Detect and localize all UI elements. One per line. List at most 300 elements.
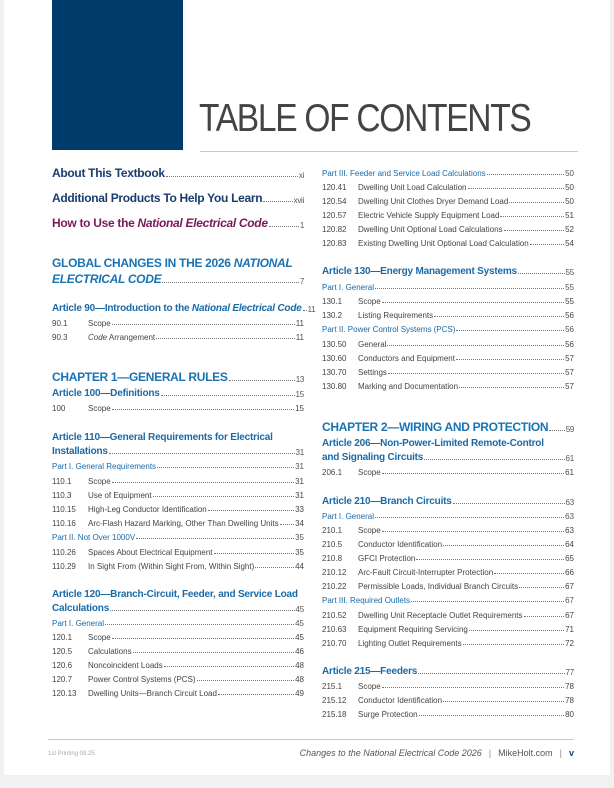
entry-label: Part III. Feeder and Service Load Calculations [322,169,486,178]
leader-dots [459,387,564,388]
leader-dots [418,673,564,674]
leader-dots [229,380,295,381]
entry-label: Article 215—Feeders [322,666,418,677]
section-title: Scope [358,468,381,477]
entry-page: 61 [565,454,574,463]
entry-label [322,354,455,363]
entry-label [52,216,268,230]
entry-label [322,582,518,591]
section-title: Conductor Identification [358,696,443,705]
section-title: Dwelling Unit Clothes Dryer Demand Load [358,197,509,206]
entry-page: 55 [565,283,574,292]
toc-section-120-83[interactable] [322,239,574,248]
entry-page: 48 [295,661,304,670]
entry-page: 64 [565,540,574,549]
entry-page: 50 [565,169,574,178]
entry-page: 57 [565,382,574,391]
entry-label [52,491,152,500]
toc-entry-article-215[interactable] [322,666,574,677]
leader-dots [419,715,565,716]
entry-page: 44 [295,562,304,571]
section-number: 110.3 [52,491,72,500]
section-number: 120.82 [322,225,347,234]
leader-dots [375,288,564,289]
toc-part-120-3[interactable] [322,169,574,178]
toc-part-120-1[interactable] [52,619,304,628]
entry-page: 11 [307,305,316,314]
leader-dots [469,630,564,631]
section-title: Surge Protection [358,710,418,719]
section-title: High-Leg Conductor Identification [88,505,207,514]
toc-section-110-3[interactable] [52,491,304,500]
toc-entry-article-130[interactable] [322,266,574,277]
leader-dots [387,345,564,346]
leader-dots [382,687,564,688]
entry-page: 63 [565,498,574,507]
label-prefix: GLOBAL CHANGES IN THE 2026 [52,256,234,270]
section-number: 210.5 [322,540,343,549]
section-title: Scope [358,526,381,535]
toc-section-210-1[interactable] [322,526,574,535]
toc-section-130-1[interactable] [322,297,574,306]
entry-label [322,211,499,220]
article-110-line1[interactable]: Article 110—General Requirements for Electrical [52,432,273,443]
entry-page: 45 [295,633,304,642]
section-title: Lighting Outlet Requirements [358,639,462,648]
entry-label: CHAPTER 1—GENERAL RULES [52,370,228,384]
entry-page: 31 [295,448,304,457]
entry-label: Installations [52,446,108,457]
entry-page: 59 [565,425,574,434]
toc-section-130-70[interactable] [322,368,574,377]
leader-dots [136,538,294,539]
entry-page: 63 [565,512,574,521]
section-title: Electric Vehicle Supply Equipment Load [358,211,500,220]
entry-label [322,368,387,377]
section-title: Settings [358,368,387,377]
section-title: Arrangement [107,333,156,342]
entry-page: 15 [295,404,304,413]
entry-label [52,519,279,528]
leader-dots [208,510,294,511]
toc-section-210-22[interactable] [322,582,574,591]
entry-label: Article 130—Energy Management Systems [322,266,517,277]
leader-dots [109,453,295,454]
toc-section-206-1[interactable] [322,468,574,477]
toc-entry-article-210[interactable] [322,496,574,507]
leader-dots [133,652,295,653]
entry-page: 55 [565,268,574,277]
leader-dots [530,244,564,245]
entry-page: 46 [295,647,304,656]
section-title: Scope [358,682,381,691]
entry-label [52,303,302,314]
toc-section-215-1[interactable] [322,682,574,691]
entry-label [52,548,213,557]
section-title: Equipment Requiring Servicing [358,625,468,634]
toc-entry-about-textbook[interactable] [52,166,304,180]
leader-dots [164,666,294,667]
section-number: 120.54 [322,197,347,206]
section-number: 120.6 [52,661,73,670]
entry-page: 55 [565,297,574,306]
entry-label [322,239,529,248]
entry-page: 56 [565,311,574,320]
leader-dots [504,230,565,231]
section-title: Dwelling Unit Receptacle Outlet Requirements [358,611,523,620]
entry-label: CHAPTER 2—WIRING AND PROTECTION [322,420,549,434]
entry-page: 50 [565,183,574,192]
entry-page: 56 [565,340,574,349]
entry-label [322,696,442,705]
leader-dots [487,174,564,175]
entry-page: 45 [295,605,304,614]
label-italic: NATIONAL [233,256,293,270]
entry-label: Additional Products To Help You Learn [52,191,263,205]
toc-section-215-18[interactable] [322,710,574,719]
toc-section-110-16[interactable] [52,519,304,528]
toc-entry-chapter-1[interactable] [52,370,304,384]
toc-section-120-5[interactable] [52,647,304,656]
toc-section-120-7[interactable] [52,675,304,684]
leader-dots [443,701,564,702]
entry-page: 67 [565,582,574,591]
leader-dots [112,638,294,639]
entry-page: 13 [295,375,304,384]
toc-section-120-57[interactable] [322,211,574,220]
section-title: Arc-Fault Circuit-Interrupter Protection [358,568,494,577]
leader-dots [280,524,295,525]
entry-label [322,183,467,192]
entry-page: 61 [565,468,574,477]
entry-page: 56 [565,325,574,334]
leader-dots [424,459,564,460]
entry-page: 49 [295,689,304,698]
toc-section-210-12[interactable] [322,568,574,577]
toc-section-210-70[interactable] [322,639,574,648]
entry-label [322,625,468,634]
entry-page: 11 [295,333,304,342]
entry-page: 63 [565,526,574,535]
leader-dots [468,188,565,189]
entry-label [52,689,217,698]
section-title: Noncoincident Loads [88,661,163,670]
section-title: Dwelling Unit Optional Load Calculations [358,225,503,234]
entry-page: 1 [299,221,304,230]
toc-entry-article-100[interactable] [52,388,304,399]
entry-label [322,311,433,320]
toc-section-110-26[interactable] [52,548,304,557]
toc-section-90-3[interactable] [52,333,304,342]
section-number: 210.63 [322,625,347,634]
section-number: 120.5 [52,647,73,656]
footer-divider [48,739,574,740]
leader-dots [112,482,294,483]
entry-label [322,526,381,535]
entry-page: 48 [295,675,304,684]
entry-label [322,382,458,391]
section-number: 90.3 [52,333,68,342]
toc-entry-global-changes[interactable] [52,272,304,286]
entry-page: 31 [295,462,304,471]
section-number: 120.83 [322,239,347,248]
article-206-line1[interactable]: Article 206—Non-Power-Limited Remote-Control [322,438,544,449]
leader-dots [156,338,295,339]
entry-label [322,197,508,206]
leader-dots [269,226,299,227]
entry-page: 31 [295,477,304,486]
toc-entry-additional-products[interactable] [52,191,304,205]
page-footer [300,748,574,758]
leader-dots [434,316,564,317]
entry-label: Article 210—Branch Circuits [322,496,452,507]
section-title: Scope [88,404,111,413]
toc-section-110-29[interactable] [52,562,304,571]
entry-label [52,675,196,684]
entry-page: 65 [565,554,574,563]
toc-entry-how-to-use[interactable] [52,216,304,230]
entry-page: 67 [565,611,574,620]
leader-dots [549,430,564,431]
entry-page: 52 [565,225,574,234]
entry-label [322,225,503,234]
section-number: 130.60 [322,354,347,363]
section-number: 210.12 [322,568,347,577]
entry-page: 71 [565,625,574,634]
entry-page: 35 [295,533,304,542]
toc-section-110-15[interactable] [52,505,304,514]
entry-label [322,568,493,577]
toc-section-110-1[interactable] [52,477,304,486]
entry-label [322,710,418,719]
label-italic: National Electrical Code [191,303,302,314]
section-title: General [358,340,387,349]
leader-dots [456,359,564,360]
page-number: v [568,748,574,758]
entry-page: xvii [293,196,304,205]
toc-entry-article-206[interactable] [322,452,574,463]
section-title-italic: Code [88,333,108,342]
entry-page: 78 [565,696,574,705]
label-prefix: Article 90—Introduction to the [52,303,192,314]
toc-part-110-1[interactable] [52,462,304,471]
section-number: 130.80 [322,382,347,391]
toc-section-120-1[interactable] [52,633,304,642]
leader-dots [509,202,564,203]
toc-part-110-2[interactable] [52,533,304,542]
decorative-blue-block [52,0,183,150]
section-number: 210.70 [322,639,347,648]
toc-section-215-12[interactable] [322,696,574,705]
toc-entry-article-90[interactable] [52,303,316,314]
entry-label [52,319,111,328]
entry-label: Article 100—Definitions [52,388,160,399]
leader-dots [456,330,564,331]
toc-entry-chapter-2[interactable] [322,420,574,434]
leader-dots [112,324,295,325]
toc-section-210-52[interactable] [322,611,574,620]
section-number: 215.12 [322,696,347,705]
entry-label [52,404,111,413]
entry-label [322,297,381,306]
section-number: 210.22 [322,582,347,591]
toc-section-130-2[interactable] [322,311,574,320]
leader-dots [382,531,564,532]
section-number: 120.1 [52,633,73,642]
leader-dots [494,573,564,574]
article-120-line1[interactable]: Article 120—Branch-Circuit, Feeder, and Service Load [52,589,298,600]
toc-section-120-41[interactable] [322,183,574,192]
entry-page: 57 [565,354,574,363]
entry-page: 45 [295,619,304,628]
website-link[interactable]: MikeHolt.com [498,748,553,758]
entry-label [322,340,386,349]
section-number: 210.52 [322,611,347,620]
toc-section-100[interactable] [52,404,304,413]
entry-label [322,611,523,620]
toc-entry-article-110[interactable] [52,446,304,457]
section-title: Permissible Loads, Individual Branch Circuits [358,582,519,591]
toc-section-120-54[interactable] [322,197,574,206]
section-number: 210.8 [322,554,343,563]
entry-page: 66 [565,568,574,577]
title-divider [200,151,578,152]
entry-label: Part I. General [322,283,375,292]
entry-page: 72 [565,639,574,648]
section-number: 215.1 [322,682,343,691]
entry-label [52,505,207,514]
entry-page: 77 [565,668,574,677]
global-changes-line1[interactable] [52,256,292,270]
entry-page: 78 [565,682,574,691]
toc-section-210-63[interactable] [322,625,574,634]
section-number: 210.1 [322,526,343,535]
toc-section-130-80[interactable] [322,382,574,391]
section-number: 110.15 [52,505,76,514]
toc-part-210-1[interactable] [322,512,574,521]
section-number: 100 [52,404,66,413]
section-title: Existing Dwelling Unit Optional Load Calculation [358,239,529,248]
section-title: Dwelling Unit Load Calculation [358,183,467,192]
label-italic: National Electrical Code [137,216,268,230]
entry-page: 57 [565,368,574,377]
leader-dots [443,545,564,546]
entry-label [322,468,381,477]
section-title: Marking and Documentation [358,382,459,391]
entry-page: 15 [295,390,304,399]
leader-dots [112,409,294,410]
toc-part-130-1[interactable] [322,283,574,292]
section-title: Scope [358,297,381,306]
label-prefix: How to Use the [52,216,138,230]
toc-section-130-60[interactable] [322,354,574,363]
entry-label [52,562,254,571]
footer-separator: | [559,748,562,758]
leader-dots [255,567,294,568]
leader-dots [161,395,295,396]
leader-dots [518,273,565,274]
section-number: 215.18 [322,710,347,719]
entry-page: 35 [295,548,304,557]
leader-dots [105,624,294,625]
leader-dots [303,310,307,311]
section-number: 110.16 [52,519,76,528]
toc-section-210-8[interactable] [322,554,574,563]
entry-label: Part III. Required Outlets [322,596,411,605]
section-title: Listing Requirements [358,311,434,320]
printing-info: 1st Printing 09.25 [48,751,95,757]
leader-dots [411,601,564,602]
section-title: In Sight From (Within Sight From, Within Sight) [88,562,255,571]
toc-section-120-13[interactable] [52,689,304,698]
leader-dots [263,201,292,202]
entry-page: 11 [295,319,304,328]
toc-entry-article-120[interactable] [52,603,304,614]
leader-dots [463,644,564,645]
leader-dots [388,373,564,374]
entry-page: 54 [565,239,574,248]
entry-label: Part I. General Requirements [52,462,157,471]
leader-dots [166,176,298,177]
toc-section-120-6[interactable] [52,661,304,670]
entry-label: Part II. Power Control Systems (PCS) [322,325,456,334]
section-title: GFCI Protection [358,554,416,563]
toc-section-120-82[interactable] [322,225,574,234]
entry-label [322,554,415,563]
entry-label [52,333,155,342]
entry-label [52,647,132,656]
leader-dots [453,503,565,504]
page-title: TABLE OF CONTENTS [199,97,531,140]
section-number: 130.1 [322,297,343,306]
book-title: Changes to the National Electrical Code 2026 [299,748,482,758]
entry-label: Calculations [52,603,110,614]
section-title: Arc-Flash Hazard Marking, Other Than Dwelling Units [88,519,279,528]
entry-label: About This Textbook [52,166,165,180]
section-number: 120.57 [322,211,347,220]
entry-label [52,477,111,486]
section-number: 130.50 [322,340,347,349]
toc-section-130-50[interactable] [322,340,574,349]
leader-dots [153,496,295,497]
toc-part-210-3[interactable] [322,596,574,605]
footer-separator: | [488,748,492,758]
section-title: Calculations [88,647,132,656]
entry-page: 67 [565,596,574,605]
entry-page: 50 [565,197,574,206]
toc-section-210-5[interactable] [322,540,574,549]
entry-page: 80 [565,710,574,719]
section-number: 206.1 [322,468,343,477]
toc-part-130-2[interactable] [322,325,574,334]
entry-label: and Signaling Circuits [322,452,424,463]
section-title: Scope [88,319,111,328]
section-number: 110.29 [52,562,76,571]
section-number: 110.26 [52,548,76,557]
entry-label: Part I. General [52,619,105,628]
leader-dots [157,467,294,468]
section-number: 130.70 [322,368,347,377]
section-number: 110.1 [52,477,72,486]
entry-page: 33 [295,505,304,514]
entry-page: 31 [295,491,304,500]
leader-dots [500,216,564,217]
toc-section-90-1[interactable] [52,319,304,328]
entry-label: ELECTRICAL CODE [52,272,162,286]
leader-dots [524,616,565,617]
leader-dots [519,587,564,588]
section-number: 120.13 [52,689,77,698]
